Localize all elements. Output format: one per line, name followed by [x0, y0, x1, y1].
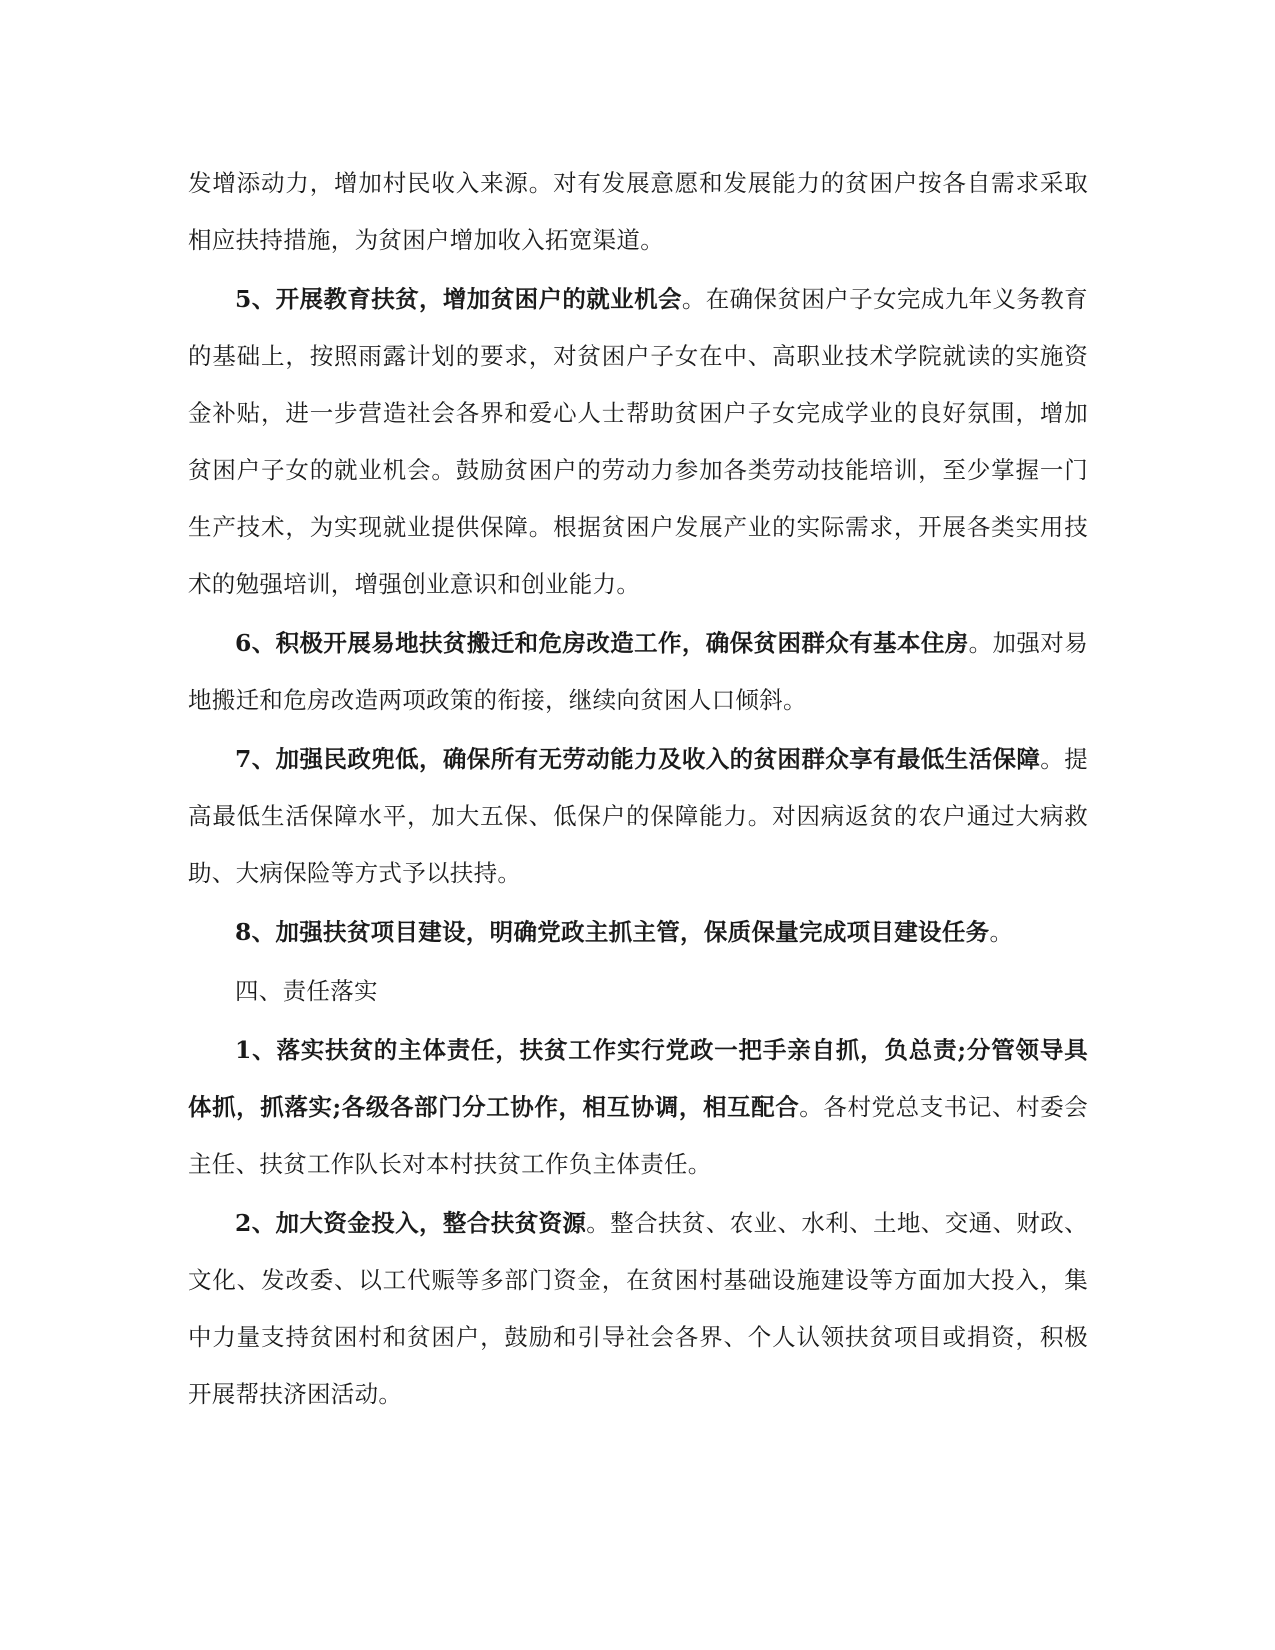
section-heading — [188, 963, 1088, 1020]
paragraph-heading: 8、加强扶贫项目建设，明确党政主抓主管，保质保量完成项目建设任务 — [235, 918, 990, 946]
paragraph-text: 。加强对易地搬迁和危房改造两项政策的衔接，继续向贫困人口倾斜。 — [188, 629, 1089, 714]
paragraph-item-7 — [188, 731, 1088, 902]
section-title: 四、责任落实 — [235, 977, 378, 1005]
paragraph-item-5 — [188, 271, 1088, 613]
paragraph-heading: 7、加强民政兜低，确保所有无劳动能力及收入的贫困群众享有最低生活保障 — [235, 745, 1041, 773]
paragraph-resp-2 — [188, 1195, 1088, 1423]
paragraph-item-8 — [188, 904, 1088, 961]
paragraph-resp-1 — [188, 1022, 1088, 1193]
paragraph-heading: 2、加大资金投入，整合扶贫资源 — [235, 1209, 587, 1237]
paragraph-text: 。各村党总支书记、村委会主任、扶贫工作队长对本村扶贫工作负主体责任。 — [188, 1093, 1088, 1178]
paragraph-continuation — [188, 155, 1088, 269]
paragraph-heading: 5、开展教育扶贫，增加贫困户的就业机会 — [235, 285, 682, 313]
paragraph-text: 。在确保贫困户子女完成九年义务教育的基础上，按照雨露计划的要求，对贫困户子女在中、高职业技术学院就读的实施资金补贴，进一步营造社会各界和爱心人士帮助贫困户子女完成学业的良好氛围，增加贫困户子女的就业机会。鼓励贫困户的劳动力参加各类劳动技能培训，至少掌握一门生产技术，为实现就业提供保障。根据贫困户发展产业的实际需求，开展各类实用技术的勉强培训，增强创业意识和创业能力。 — [188, 285, 1088, 598]
paragraph-text: 。 — [989, 918, 1014, 946]
document-page — [188, 155, 1088, 1425]
paragraph-text: 发增添动力，增加村民收入来源。对有发展意愿和发展能力的贫困户按各自需求采取相应扶持措施，为贫困户增加收入拓宽渠道。 — [188, 169, 1088, 254]
paragraph-text: 。提高最低生活保障水平，加大五保、低保户的保障能力。对因病返贫的农户通过大病救助、大病保险等方式予以扶持。 — [188, 745, 1088, 887]
paragraph-heading: 6、积极开展易地扶贫搬迁和危房改造工作，确保贫困群众有基本住房 — [235, 629, 969, 657]
paragraph-text: 。整合扶贫、农业、水利、土地、交通、财政、文化、发改委、以工代赈等多部门资金，在贫困村基础设施建设等方面加大投入，集中力量支持贫困村和贫困户，鼓励和引导社会各界、个人认领扶贫项目或捐资，积极开展帮扶济困活动。 — [188, 1209, 1088, 1408]
paragraph-heading: 1、落实扶贫的主体责任，扶贫工作实行党政一把手亲自抓，负总责;分管领导具体抓，抓落实;各级各部门分工协作，相互协调，相互配合 — [188, 1036, 1088, 1121]
paragraph-item-6 — [188, 615, 1088, 729]
